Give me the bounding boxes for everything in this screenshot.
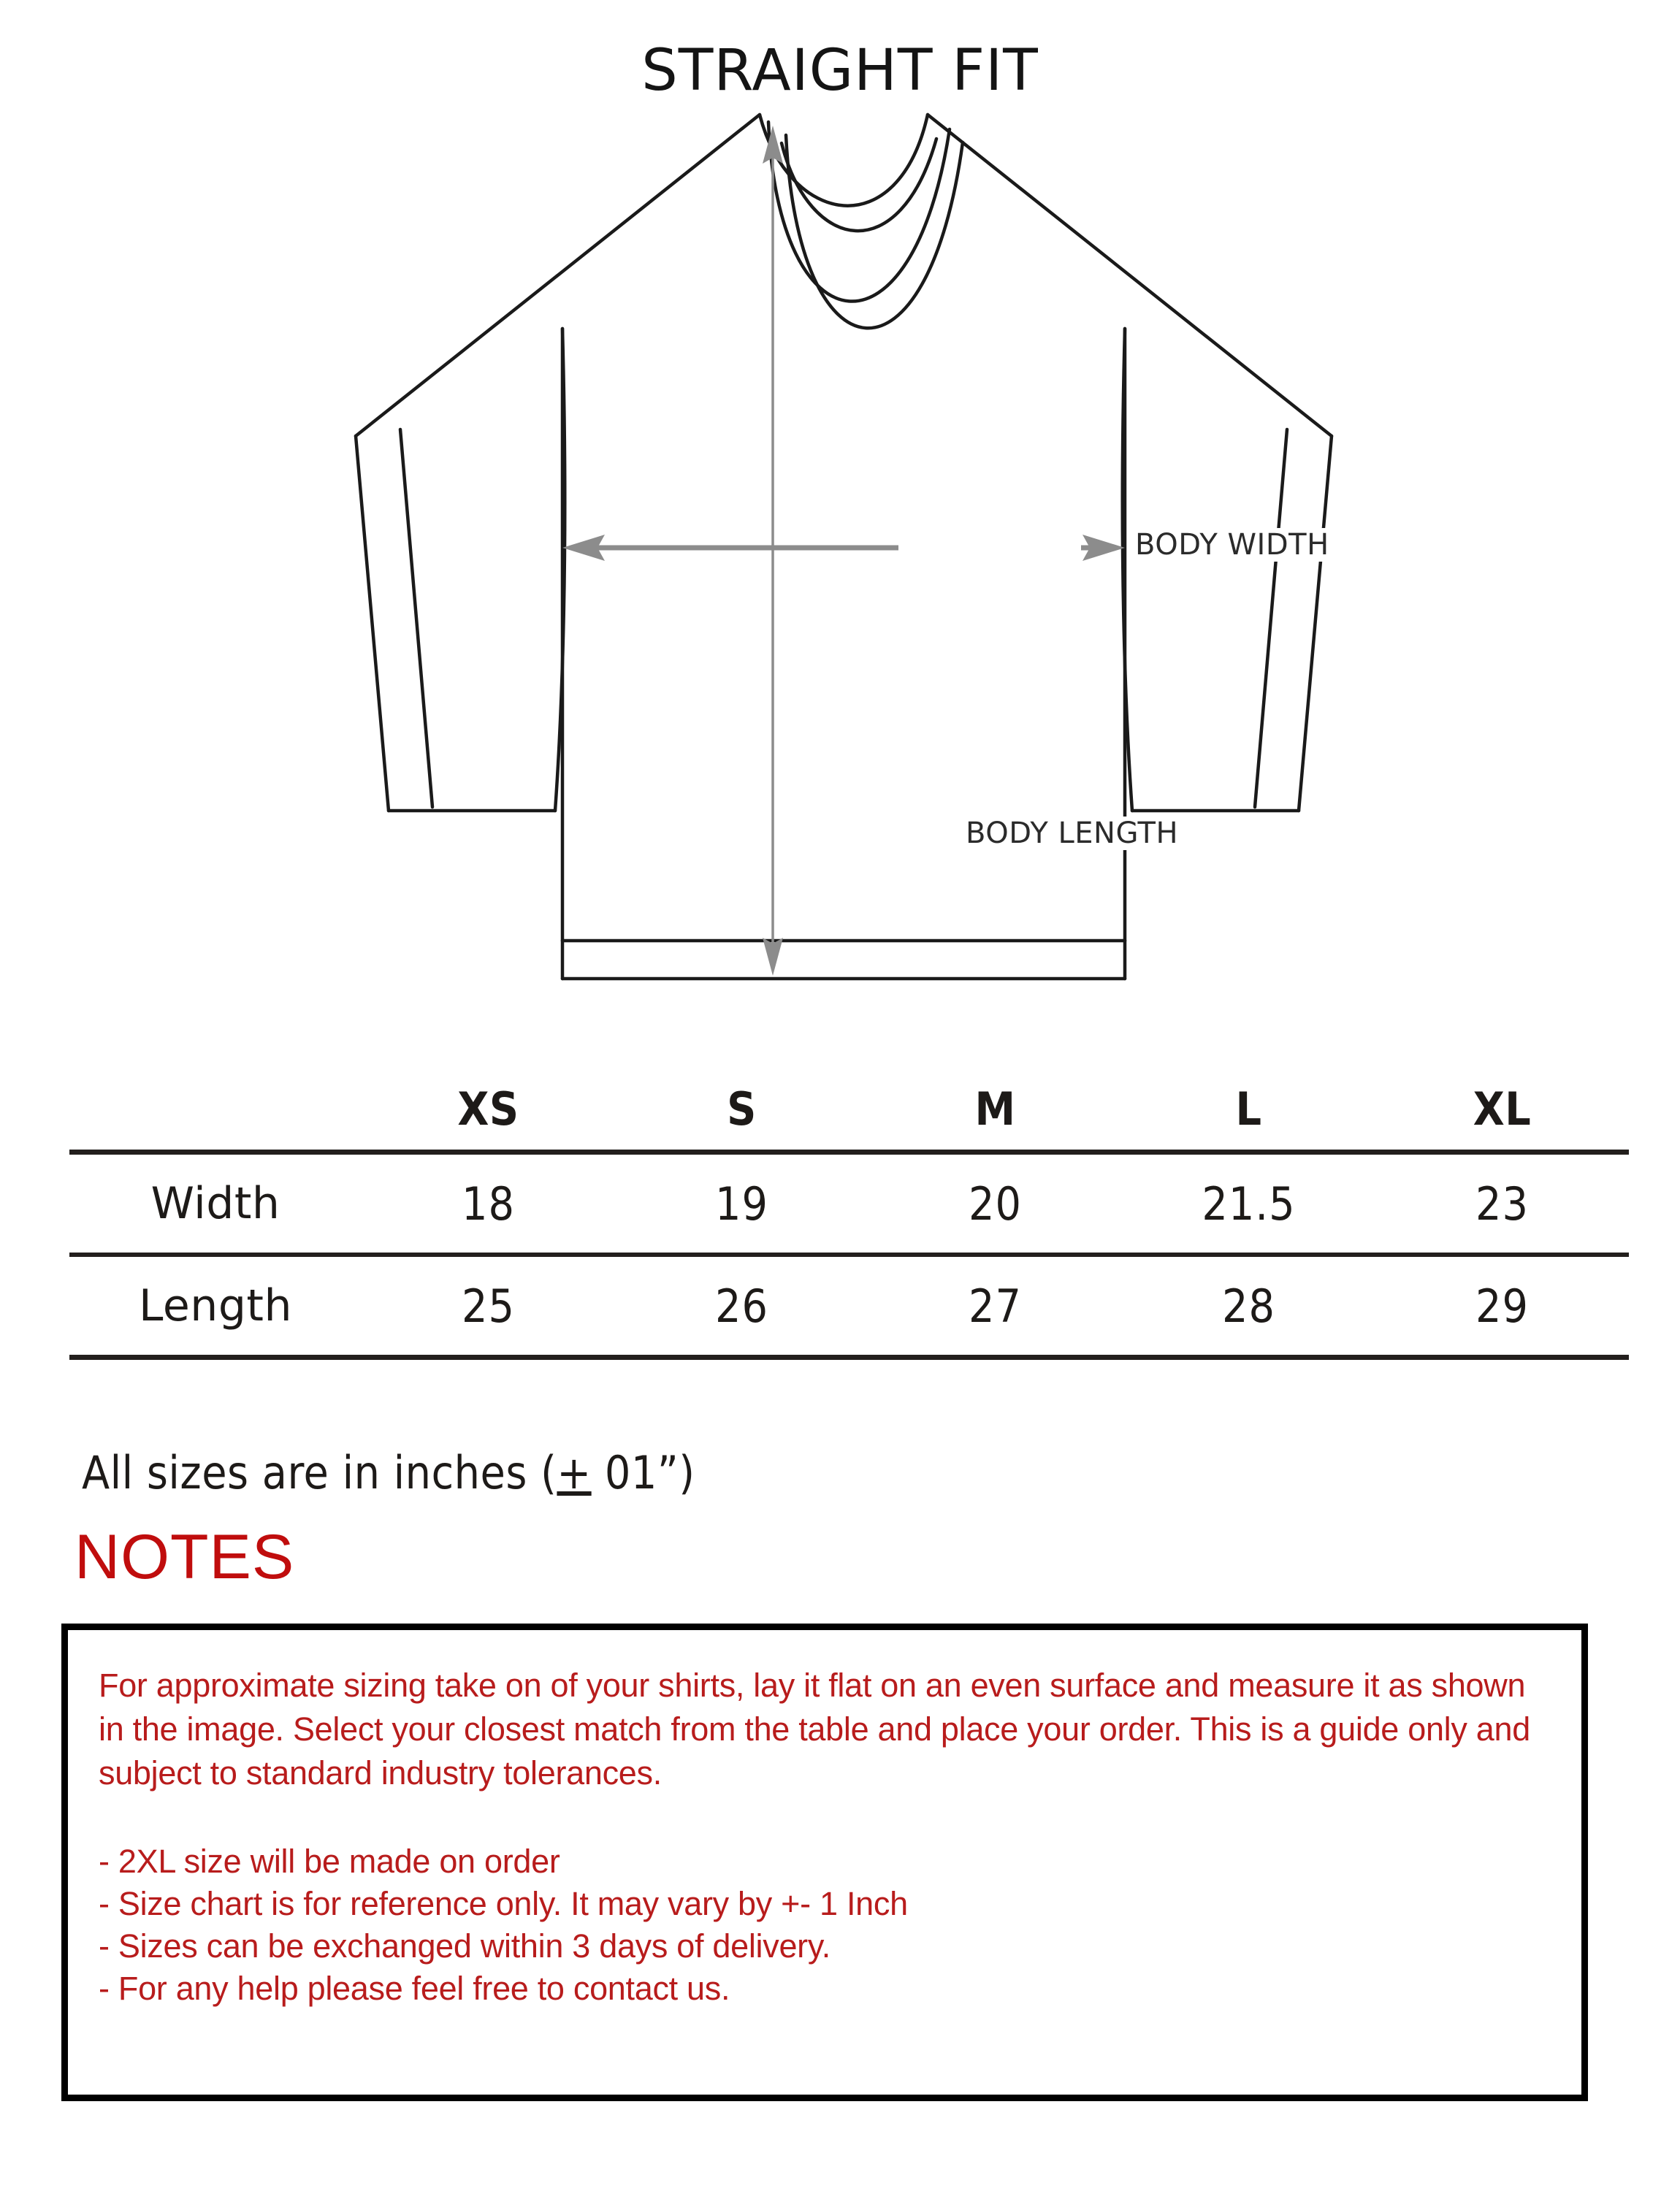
size-chart-table bbox=[69, 1068, 1629, 1360]
back-collar-curve bbox=[760, 115, 928, 206]
notes-paragraph: For approximate sizing take on of your shirts, lay it flat on an even surface and measure it as shown in the image. Select your closest match from the table and place your order. This is a guide only and subject to standard industry tolerances. bbox=[99, 1667, 1530, 1792]
body-width-label: BODY WIDTH bbox=[1131, 528, 1334, 562]
width-value-m: 20 bbox=[868, 1152, 1122, 1255]
right-shoulder-seam bbox=[928, 115, 1332, 436]
right-cuff-band-line bbox=[1255, 429, 1287, 807]
row-label-width: Width bbox=[69, 1152, 362, 1255]
left-sleeve-outer-edge bbox=[356, 436, 389, 811]
size-header-xl: XL bbox=[1473, 1082, 1532, 1136]
width-value-xl: 23 bbox=[1375, 1152, 1629, 1255]
note-item-1: - 2XL size will be made on order bbox=[99, 1843, 560, 1880]
body-length-label: BODY LENGTH bbox=[958, 817, 1185, 850]
units-note bbox=[82, 1446, 695, 1499]
length-value-l: 28 bbox=[1122, 1255, 1375, 1358]
page-title: STRAIGHT FIT bbox=[641, 38, 1039, 104]
measurements-table bbox=[69, 1068, 1629, 1360]
row-label-length: Length bbox=[69, 1255, 362, 1358]
notes-bullet-list bbox=[99, 1840, 1548, 2010]
collar-band-curve bbox=[782, 139, 936, 231]
size-header-xs: XS bbox=[457, 1082, 519, 1136]
plus-minus-symbol: + bbox=[557, 1446, 592, 1499]
size-header-s: S bbox=[727, 1082, 757, 1136]
header-corner-cell bbox=[69, 1068, 362, 1152]
units-note-prefix: All sizes are in inches ( bbox=[82, 1446, 557, 1499]
note-item-2: - Size chart is for reference only. It may vary by +- 1 Inch bbox=[99, 1885, 908, 1922]
size-header-m: M bbox=[974, 1082, 1016, 1136]
length-value-s: 26 bbox=[615, 1255, 868, 1358]
units-note-suffix: 01”) bbox=[591, 1446, 695, 1499]
notes-content bbox=[68, 1630, 1581, 2010]
table-row-width bbox=[69, 1152, 1629, 1255]
length-value-xl: 29 bbox=[1375, 1255, 1629, 1358]
left-cuff-band-line bbox=[400, 429, 432, 807]
right-sleeve-outer-edge bbox=[1299, 436, 1332, 811]
notes-heading: NOTES bbox=[75, 1522, 295, 1592]
note-item-4: - For any help please feel free to contact us. bbox=[99, 1970, 730, 2007]
size-header-l: L bbox=[1235, 1082, 1262, 1136]
tshirt-diagram bbox=[321, 110, 1366, 1008]
table-row-length bbox=[69, 1255, 1629, 1358]
table-bottom-rule bbox=[69, 1358, 1629, 1361]
width-value-l: 21.5 bbox=[1122, 1152, 1375, 1255]
notes-box bbox=[61, 1624, 1588, 2101]
length-value-m: 27 bbox=[868, 1255, 1122, 1358]
table-header-row bbox=[69, 1068, 1629, 1152]
front-neck-band bbox=[786, 135, 963, 328]
left-shoulder-seam bbox=[356, 115, 760, 436]
note-item-3: - Sizes can be exchanged within 3 days of delivery. bbox=[99, 1927, 831, 1965]
width-value-s: 19 bbox=[615, 1152, 868, 1255]
length-value-xs: 25 bbox=[362, 1255, 615, 1358]
width-value-xs: 18 bbox=[362, 1152, 615, 1255]
